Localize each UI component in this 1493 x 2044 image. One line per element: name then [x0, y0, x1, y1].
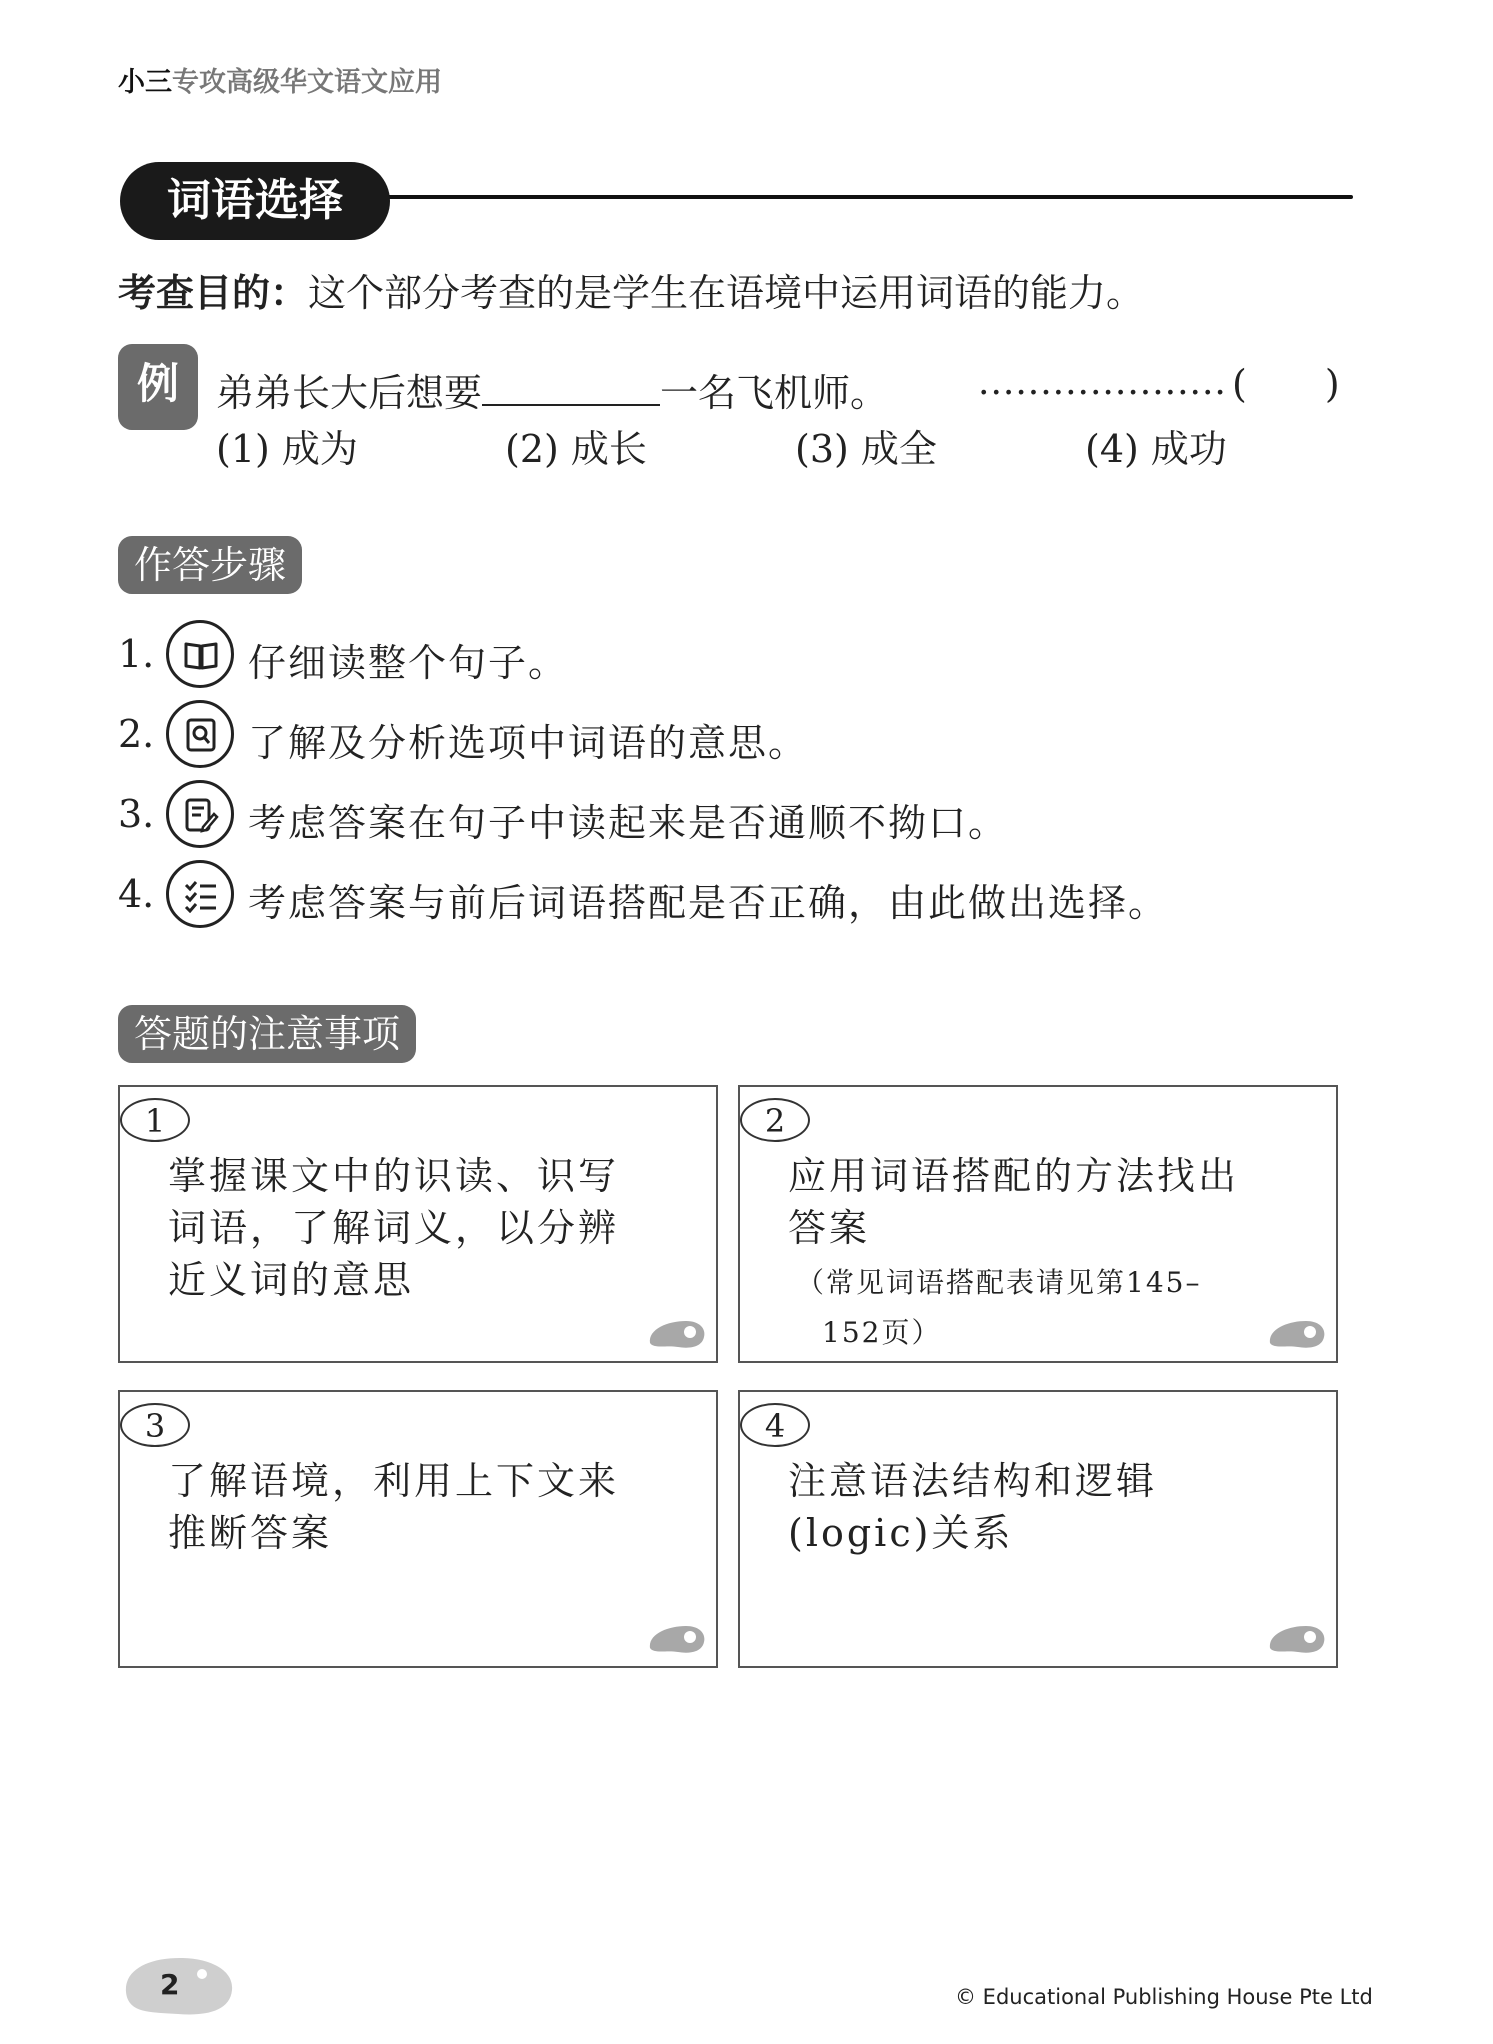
option-2: (2) 成长 — [505, 427, 647, 471]
objective-text: 这个部分考查的是学生在语境中运用词语的能力。 — [308, 271, 1145, 315]
note-card-2-reference — [796, 1258, 1201, 1358]
sentence-before: 弟弟长大后想要 — [216, 371, 483, 415]
step-2-text: 了解及分析选项中词语的意思。 — [248, 721, 809, 765]
blob-icon — [646, 1620, 708, 1656]
note-card-4-line-1: 注意语法结构和逻辑 — [788, 1459, 1158, 1503]
step-3-text: 考虑答案在句子中读起来是否通顺不拗口。 — [248, 801, 1009, 845]
note-card-4-text — [788, 1455, 1157, 1559]
section-title: 词语选择 — [120, 162, 390, 240]
note-card-1-line-3: 近义词的意思 — [168, 1258, 415, 1302]
note-card-1-number: 1 — [120, 1098, 190, 1142]
bracket-open: ( — [1232, 362, 1247, 406]
blob-icon — [646, 1315, 708, 1351]
book-title: 专攻高级华文语文应用 — [172, 67, 442, 98]
running-header — [118, 60, 442, 99]
grade-label: 小三 — [118, 67, 172, 98]
note-card-3-line-1: 了解语境，利用上下文来 — [168, 1459, 620, 1503]
note-card-2-text — [788, 1150, 1239, 1254]
section-divider — [360, 195, 1353, 199]
step-4-text: 考虑答案与前后词语搭配是否正确，由此做出选择。 — [248, 881, 1169, 925]
option-4: (4) 成功 — [1085, 427, 1227, 471]
bracket-close: ) — [1324, 362, 1340, 406]
step-3-number: 3. — [118, 792, 155, 836]
steps-title: 作答步骤 — [118, 536, 302, 594]
answer-bracket — [1232, 362, 1340, 406]
magnifier-icon — [166, 700, 234, 768]
objective-label: 考查目的： — [118, 271, 309, 315]
example-badge: 例 — [118, 344, 198, 430]
note-card-2-reference-line-2: 152页） — [822, 1316, 942, 1349]
copyright: © Educational Publishing House Pte Ltd — [955, 1985, 1373, 2009]
note-card-1-line-1: 掌握课文中的识读、识写 — [168, 1154, 620, 1198]
note-card-4-line-2: (logic)关系 — [788, 1511, 1014, 1555]
note-card-3-line-2: 推断答案 — [168, 1511, 333, 1555]
note-card-1-line-2: 词语，了解词义，以分辨 — [168, 1206, 620, 1250]
note-card-2-number: 2 — [740, 1098, 810, 1142]
note-card-1-text — [168, 1150, 619, 1306]
step-1-number: 1. — [118, 632, 155, 676]
note-card-3-text — [168, 1455, 619, 1559]
note-card-4-number: 4 — [740, 1403, 810, 1447]
checklist-icon — [166, 860, 234, 928]
note-card-2-line-2: 答案 — [788, 1206, 871, 1250]
blob-icon — [1266, 1620, 1328, 1656]
step-2-number: 2. — [118, 712, 155, 756]
book-icon — [166, 620, 234, 688]
note-card-2-line-1: 应用词语搭配的方法找出 — [788, 1154, 1240, 1198]
note-card-3-number: 3 — [120, 1403, 190, 1447]
step-4-number: 4. — [118, 872, 155, 916]
example-sentence — [216, 362, 888, 417]
note-card-2-reference-line-1: （常见词语搭配表请见第145– — [796, 1266, 1202, 1299]
page-number: 2 — [160, 1968, 180, 2001]
option-1: (1) 成为 — [216, 427, 358, 471]
edit-note-icon — [166, 780, 234, 848]
step-1-text: 仔细读整个句子。 — [248, 641, 569, 685]
sentence-after: 一名飞机师。 — [660, 371, 889, 415]
leader-dots: .................... — [978, 362, 1227, 403]
notes-title: 答题的注意事项 — [118, 1005, 416, 1063]
answer-blank — [482, 374, 660, 406]
blob-icon — [1266, 1315, 1328, 1351]
option-3: (3) 成全 — [795, 427, 937, 471]
objective — [118, 262, 1144, 317]
